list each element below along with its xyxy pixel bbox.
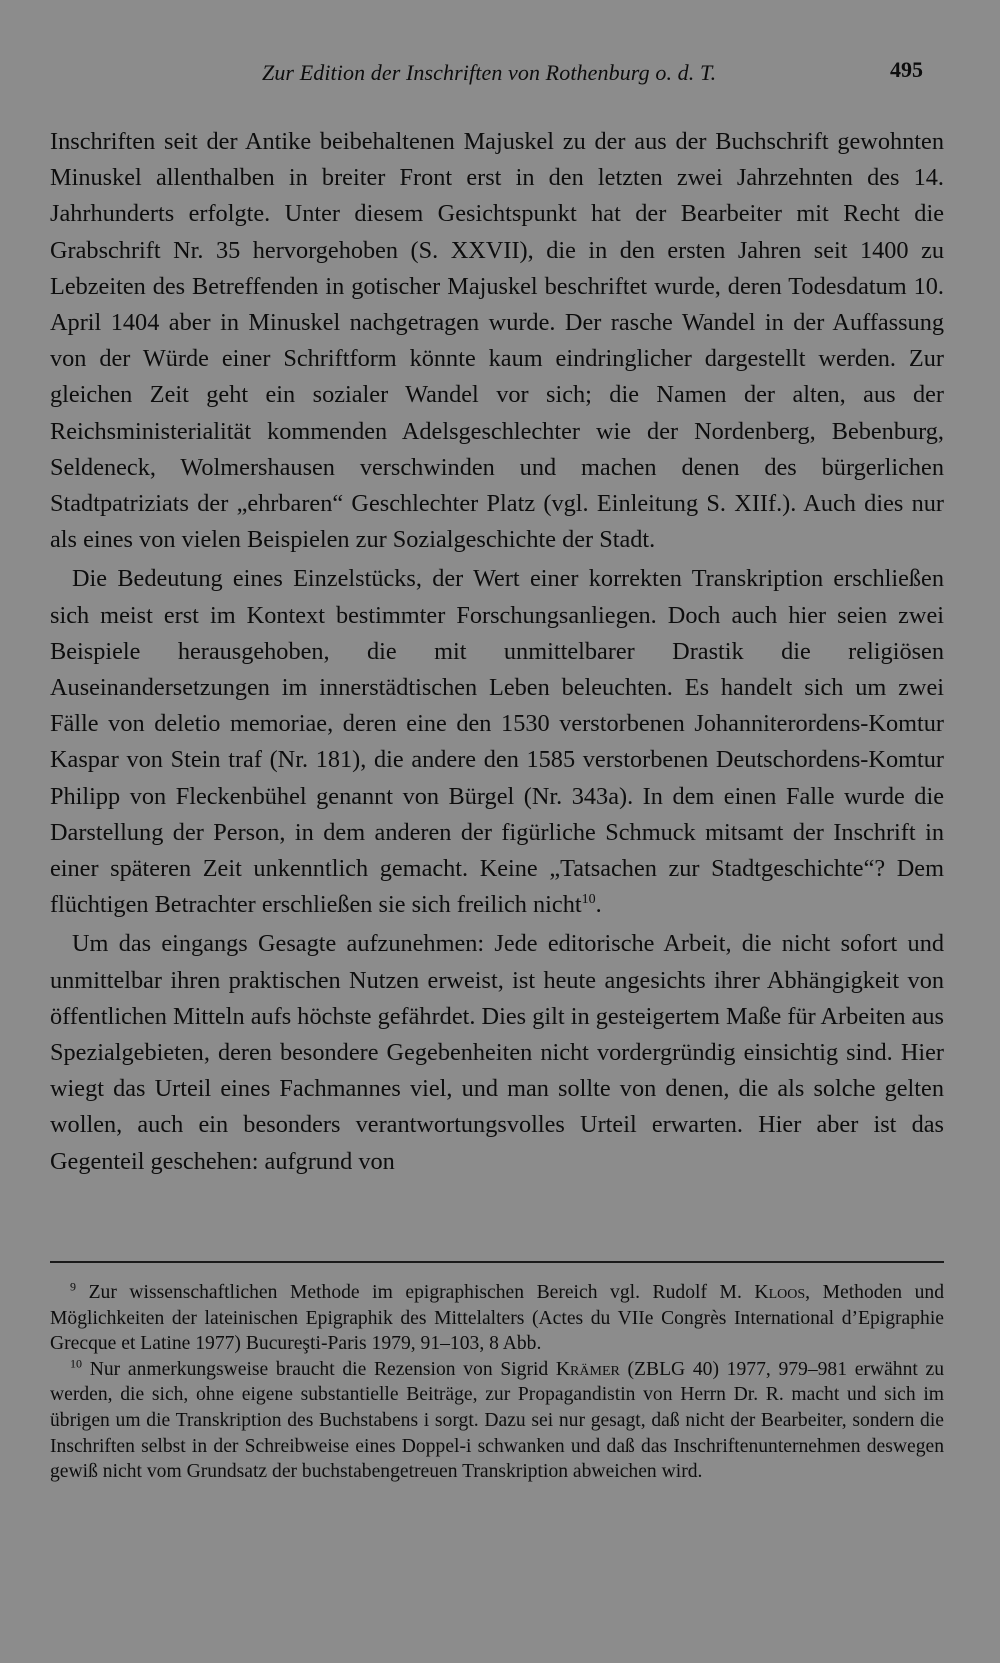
footnote-author: Krämer <box>555 1358 620 1380</box>
paragraph-3 <box>50 926 944 1179</box>
footnotes <box>50 1280 944 1485</box>
footnote-author: Kloos <box>754 1282 806 1303</box>
footnote-number: 10 <box>70 1356 82 1371</box>
page-number: 495 <box>890 57 923 82</box>
paragraph-2-end: . <box>595 891 602 919</box>
footnote-separator-rule <box>50 1261 944 1263</box>
footnote-text-cont: (ZBLG 40) 1977, 979–981 erwähnt zu werden, die sich, ohne eigene substantielle Beiträge, zur Propagandistin von Herrn Dr. R. macht und sich im übrigen um die Transkription des Buchstabens i sorgt. Dazu sei nur gesagt, daß nicht der Bearbeiter, sondern die Inschriften selbst in der Schreibweise eines Doppel-i schwanken und daß das Inschriftenunternehmen deswegen gewiß nicht vom Grundsatz der buchstabengetreuen Transkription abweichen wird. <box>50 1358 944 1483</box>
footnote-number: 9 <box>70 1279 76 1294</box>
body-text <box>50 124 944 1180</box>
footnote-ref-10: 10 <box>581 892 596 908</box>
footnote-text: Zur wissenschaftlichen Methode im epigraphischen Bereich vgl. Rudolf M. <box>88 1282 755 1303</box>
paragraph-1 <box>50 124 944 558</box>
footnote-text-cont: , Methoden und Möglichkeiten der lateinischen Epigraphik des Mittelalters (Actes du VIIe Congrès International d’Epigraphie Grecque et Latine 1977) Bucureşti-Paris 1979, 91–103, 8 Abb. <box>50 1282 944 1355</box>
running-title: Zur Edition der Inschriften von Rothenburg o. d. T. <box>262 60 717 85</box>
footnote-10 <box>50 1357 944 1485</box>
paragraph-2 <box>50 561 944 923</box>
footnote-text: Nur anmerkungsweise braucht die Rezension von Sigrid <box>89 1358 556 1380</box>
running-head <box>0 56 1000 92</box>
paragraph-3-text: Um das eingangs Gesagte aufzunehmen: Jede editorische Arbeit, die nicht sofort und unmittelbar ihren praktischen Nutzen erweist, ist heute angesichts ihrer Abhängigkeit von öffentlichen Mitteln aufs höchste gefährdet. Dies gilt in gesteigertem Maße für Arbeiten aus Spezialgebieten, deren besondere Gegebenheiten nicht vordergründig einsichtig sind. Hier wiegt das Urteil eines Fachmannes viel, und man sollte von denen, die als solche gelten wollen, auch ein besonders verantwortungsvolles Urteil erwarten. Hier aber ist das Gegenteil geschehen: aufgrund von <box>50 930 944 1175</box>
paragraph-1-text: Inschriften seit der Antike beibehaltenen Majuskel zu der aus der Buchschrift gewohnten Minuskel allenthalben in breiter Front erst in den letzten zwei Jahrzehnten des 14. Jahrhunderts erfolgte. Unter diesem Gesichtspunkt hat der Bearbeiter mit Recht die Grabschrift Nr. 35 hervorgehoben (S. XXVII), die in den ersten Jahren seit 1400 zu Lebzeiten des Betreffenden in gotischer Majuskel beschriftet wurde, deren Todesdatum 10. April 1404 aber in Minuskel nachgetragen wurde. Der rasche Wandel in der Auffassung von der Würde einer Schriftform könnte kaum eindringlicher dargestellt werden. Zur gleichen Zeit geht ein sozialer Wandel vor sich; die Namen der alten, aus der Reichsministerialität kommenden Adelsgeschlechter wie der Nordenberg, Bebenburg, Seldeneck, Wolmershausen verschwinden und machen denen des bürgerlichen Stadtpatriziats der „ehrbaren“ Geschlechter Platz (vgl. Einleitung S. XIIf.). Auch dies nur als eines von vielen Beispielen zur Sozialgeschichte der Stadt. <box>50 128 944 554</box>
paragraph-2-text: Die Bedeutung eines Einzelstücks, der Wert einer korrekten Transkription erschließen sich meist erst im Kontext bestimmter Forschungsanliegen. Doch auch hier seien zwei Beispiele herausgehoben, die mit unmittelbarer Drastik die religiösen Auseinandersetzungen im innerstädtischen Leben beleuchten. Es handelt sich um zwei Fälle von deletio memoriae, deren eine den 1530 verstorbenen Johanniterordens-Komtur Kaspar von Stein traf (Nr. 181), die andere den 1585 verstorbenen Deutschordens-Komtur Philipp von Fleckenbühel genannt von Bürgel (Nr. 343a). In dem einen Falle wurde die Darstellung der Person, in dem anderen der figürliche Schmuck mitsamt der Inschrift in einer späteren Zeit unkenntlich gemacht. Keine „Tatsachen zur Stadtgeschichte“? Dem flüchtigen Betrachter erschließen sie sich freilich nicht <box>50 565 944 919</box>
footnote-9 <box>50 1280 944 1357</box>
